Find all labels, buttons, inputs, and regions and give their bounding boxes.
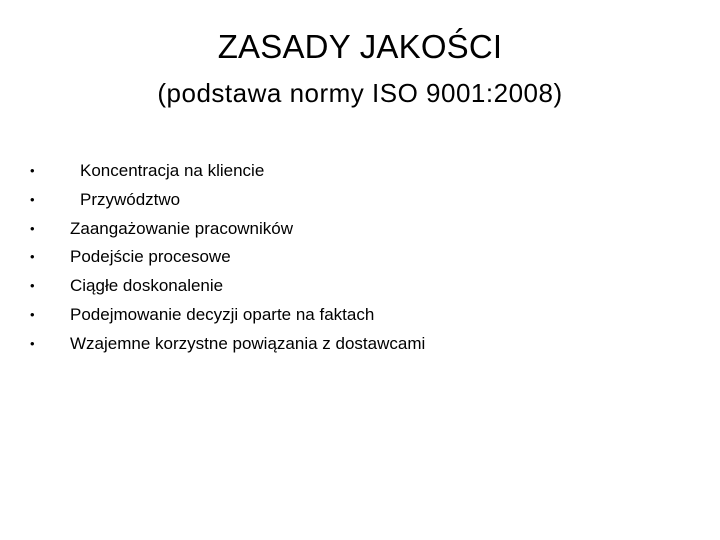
list-item-text: Ciągłe doskonalenie [70, 276, 224, 296]
bullet-icon: • [30, 220, 35, 236]
list-item-text: Podejście procesowe [70, 247, 231, 267]
bullet-icon: • [30, 306, 35, 322]
bullet-icon: • [30, 191, 35, 207]
bullet-icon: • [30, 249, 35, 265]
list-item-text: Zaangażowanie pracowników [70, 218, 294, 238]
list-item-text: Przywództwo [80, 189, 181, 209]
bullet-icon: • [30, 278, 35, 294]
bullet-icon: • [30, 335, 35, 351]
list-item-text: Wzajemne korzystne powiązania z dostawcami [70, 333, 426, 353]
bullet-icon: • [30, 163, 35, 178]
list-item-text: Podejmowanie decyzji oparte na faktach [70, 304, 375, 324]
slide-title: ZASADY JAKOŚCI [217, 28, 503, 65]
slide-subtitle: (podstawa normy ISO 9001:2008) [157, 78, 563, 108]
list-item-text: Koncentracja na kliencie [80, 161, 265, 180]
